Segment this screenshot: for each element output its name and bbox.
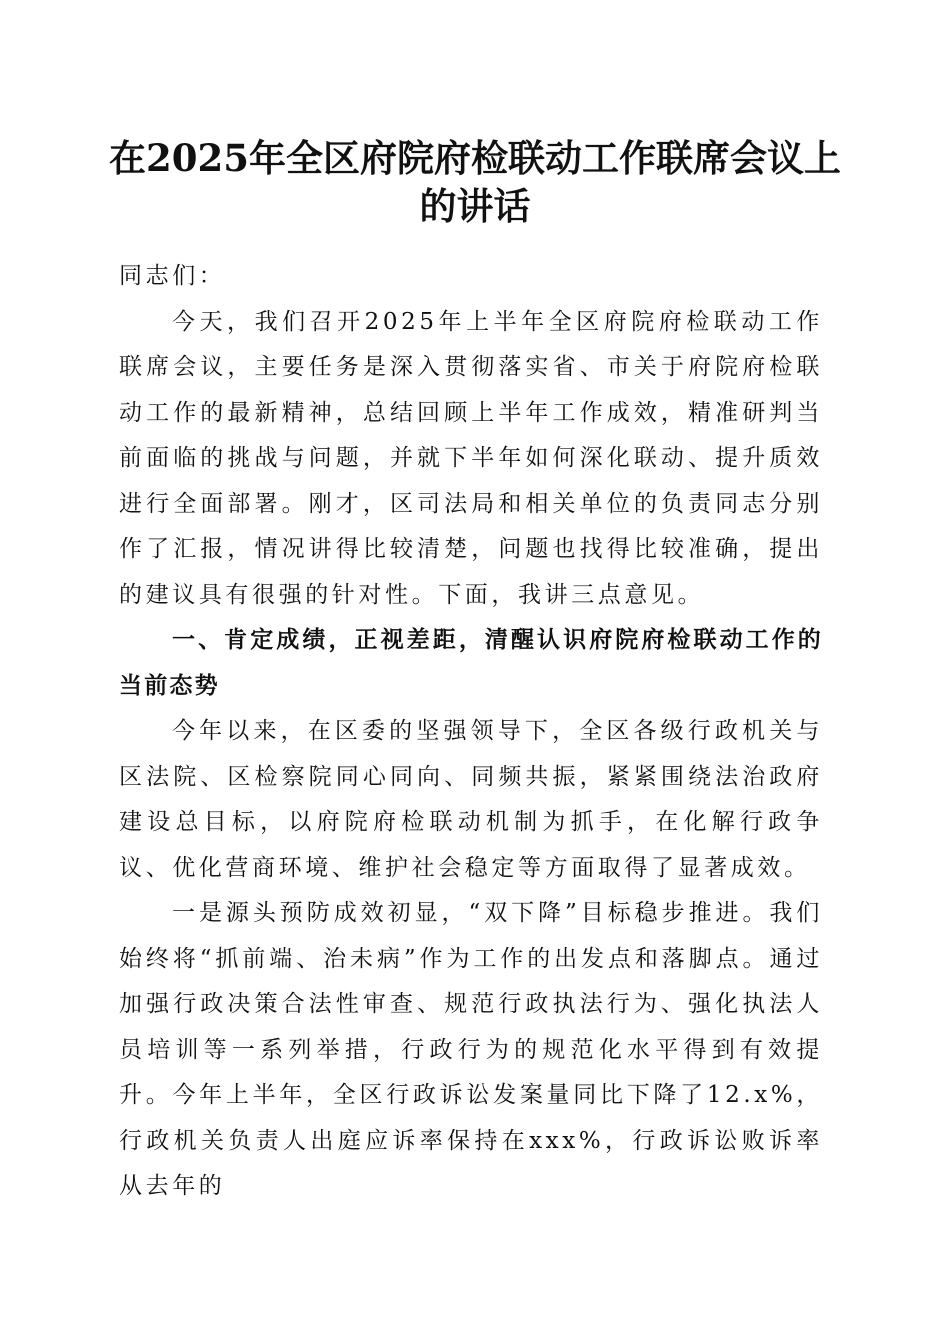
salutation: 同志们： [119,263,226,289]
title-line-1: 在2025年全区府院府检联动工作联席会议上 [109,136,841,180]
paragraph-intro: 今天，我们召开2025年上半年全区府院府检联动工作联席会议，主要任务是深入贯彻落实省、市关于府院府检联动工作的最新精神，总结回顾上半年工作成效，精准研判当前面临的挑战与问题，并就下半年如何深化联动、提升质效进行全面部署。刚才，区司法局和相关单位的负责同志分别作了汇报，情况讲得比较清楚，问题也找得比较准确，提出的建议具有很强的针对性。下面，我讲三点意见。 [119,308,823,608]
title-line-2: 的讲话 [419,184,531,228]
document-title [100,134,850,230]
paragraph-achievements: 今年以来，在区委的坚强领导下，全区各级行政机关与区法院、区检察院同心同向、同频共振，紧紧围绕法治政府建设总目标，以府院府检联动机制为抓手，在化解行政争议、优化营商环境、维护社会稳定等方面取得了显著成效。 [119,718,823,881]
document-body [119,254,823,1210]
paragraph-point-one: 一是源头预防成效初显，“双下降”目标稳步推进。我们始终将“抓前端、治未病”作为工作的出发点和落脚点。通过加强行政决策合法性审查、规范行政执法行为、强化执法人员培训等一系列举措，行政行为的规范化水平得到有效提升。今年上半年，全区行政诉讼发案量同比下降了12.x%，行政机关负责人出庭应诉率保持在xxx%，行政诉讼败诉率从去年的 [119,900,823,1199]
section-heading-1: 一、肯定成绩，正视差距，清醒认识府院府检联动工作的当前态势 [119,627,823,699]
